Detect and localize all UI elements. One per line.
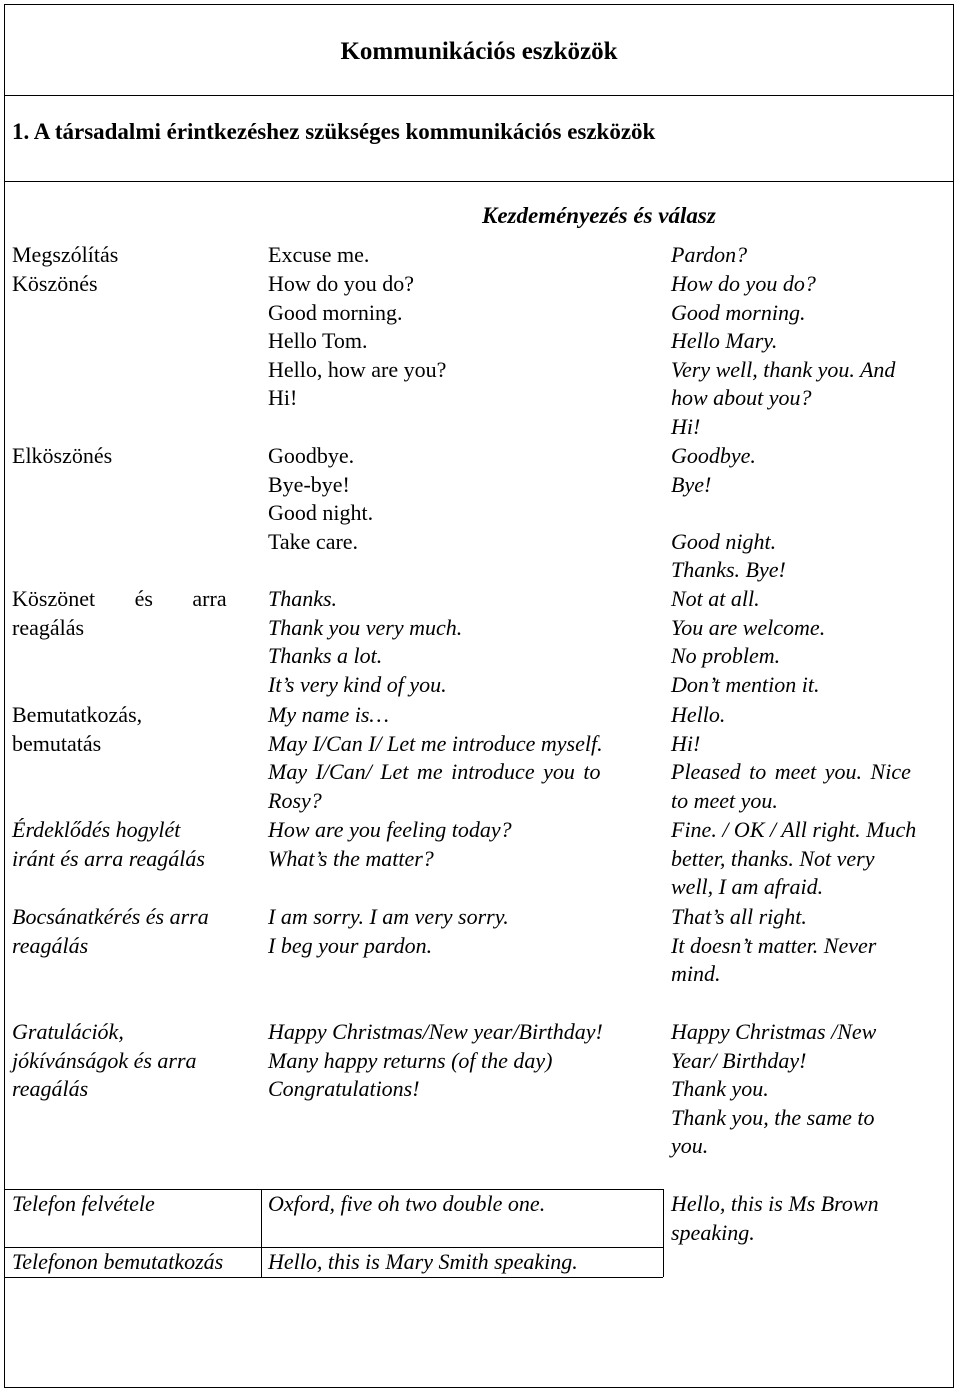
response-line: Thank you, the same to [671,1104,875,1130]
initiation-line: How are you feeling today? [268,817,512,842]
page-title: Kommunikációs eszközök [340,38,618,65]
row-label [12,442,112,471]
response-line: Pleased to meet you. Nice [671,759,911,785]
row-label-line: reagálás [12,932,89,958]
row-label-line: Bocsánatkérés és arra [12,904,209,929]
row-label [12,1018,197,1104]
initiation-line: I am sorry. I am very sorry. [268,904,509,929]
initiation-line: Hello, how are you? [268,356,447,382]
response-cell [671,585,825,699]
response-line: Not at all. [671,586,760,611]
response-line: Fine. / OK / All right. Much [671,817,917,842]
response-line: You are welcome. [671,614,826,640]
initiation-line: May I/Can/ Let me introduce you to [268,759,601,785]
initiation-line: Thanks. [268,586,338,611]
response-line: Hello, this is Ms Brown [671,1191,879,1216]
row-label [12,816,205,873]
row-label [12,241,118,270]
initiation-line: My name is… [268,702,389,727]
initiation-cell [268,585,462,699]
response-line: Hi! [671,413,701,439]
initiation-cell [268,903,509,960]
row-label-line: reagálás [12,1076,89,1102]
initiation-line: Good night. [268,500,374,526]
response-line: How do you do? [671,271,816,296]
initiation-cell [268,270,446,413]
initiation-line: What’s the matter? [268,845,434,871]
response-cell [671,270,895,442]
response-line: better, thanks. Not very [671,845,875,871]
response-cell [671,816,916,902]
row-label-line: Elköszönés [12,443,113,468]
row-label-line: Köszönés [12,271,98,296]
response-cell [671,1018,876,1161]
response-line: you. [671,1133,709,1159]
initiation-line: Rosy? [268,787,322,813]
initiation-cell [268,816,512,873]
initiation-line: Happy Christmas/New year/Birthday! [268,1019,603,1044]
response-line: speaking. [671,1219,755,1245]
response-line: well, I am afraid. [671,874,824,900]
initiation-line: Many happy returns (of the day) [268,1047,553,1073]
response-line: Very well, thank you. And [671,356,896,382]
response-line: Hello. [671,702,726,727]
initiation-cell [268,1248,578,1277]
response-line: No problem. [671,643,781,669]
rule-below-title [4,95,954,96]
response-line: Don’t mention it. [671,671,820,697]
response-cell [671,1190,879,1247]
response-line: Goodbye. [671,443,756,468]
initiation-line: Hi! [268,385,298,411]
initiation-line: Thank you very much. [268,614,463,640]
response-line: Hello Mary. [671,328,778,354]
response-line: Happy Christmas /New [671,1019,877,1044]
response-line: Hi! [671,730,701,756]
response-line: Thank you. [671,1076,769,1102]
initiation-line: Goodbye. [268,443,355,468]
row-label-line: jókívánságok és arra [12,1047,197,1073]
rule-table-bottom [4,1277,663,1278]
response-line [671,499,786,528]
initiation-cell [268,701,603,815]
rule-telefon-col2 [663,1189,664,1277]
initiation-line: Good morning. [268,299,403,325]
initiation-cell [268,1190,545,1219]
initiation-line: Take care. [268,528,359,554]
row-label-line: Bemutatkozás, [12,702,143,727]
response-cell [671,701,911,815]
row-label-line: bemutatás [12,730,102,756]
row-label-line: Köszönet és arra [12,586,227,611]
row-label-line: Gratulációk, [12,1019,124,1044]
response-line: It doesn’t matter. Never [671,932,877,958]
initiation-line: Thanks a lot. [268,643,383,669]
row-label-line: Telefon felvétele [12,1191,155,1216]
row-label-line: Telefonon bemutatkozás [12,1249,224,1274]
row-label-line: Érdeklődés hogylét [12,817,181,842]
section-heading: 1. A társadalmi érintkezéshez szükséges kommunikációs eszközök [12,119,656,144]
response-line: Pardon? [671,242,748,267]
row-label [12,270,98,299]
rule-telefon-col1 [261,1189,262,1277]
initiation-cell [268,241,369,270]
response-cell [671,1248,677,1277]
initiation-line: Congratulations! [268,1076,420,1102]
row-label [12,1190,155,1219]
initiation-line: I beg your pardon. [268,932,433,958]
response-line: Year/ Birthday! [671,1047,807,1073]
initiation-line: Oxford, five oh two double one. [268,1191,546,1216]
response-line: Thanks. Bye! [671,557,786,583]
initiation-cell [268,442,373,556]
row-label-line: reagálás [12,614,85,640]
response-line: That’s all right. [671,904,807,929]
response-line: Good night. [671,528,777,554]
response-line [671,1248,677,1277]
response-cell [671,903,876,989]
response-line: how about you? [671,385,812,411]
response-line: to meet you. [671,787,778,813]
column-heading: Kezdeményezés és válasz [482,203,716,228]
rule-below-section [4,181,954,182]
response-line: mind. [671,961,721,987]
response-line: Good morning. [671,299,806,325]
initiation-line: It’s very kind of you. [268,671,447,697]
response-cell [671,241,747,270]
response-line: Bye! [671,471,712,497]
row-label [12,585,227,642]
initiation-line: Hello Tom. [268,328,368,354]
initiation-line: Bye-bye! [268,471,350,497]
response-cell [671,442,786,585]
initiation-line: May I/Can I/ Let me introduce myself. [268,730,603,756]
row-label [12,701,142,758]
row-label-line: Megszólítás [12,242,119,267]
initiation-cell [268,1018,603,1104]
row-label [12,903,209,960]
row-label-line: iránt és arra reagálás [12,845,205,871]
initiation-line: How do you do? [268,271,415,296]
row-label [12,1248,223,1277]
initiation-line: Hello, this is Mary Smith speaking. [268,1249,578,1274]
initiation-line: Excuse me. [268,242,370,267]
